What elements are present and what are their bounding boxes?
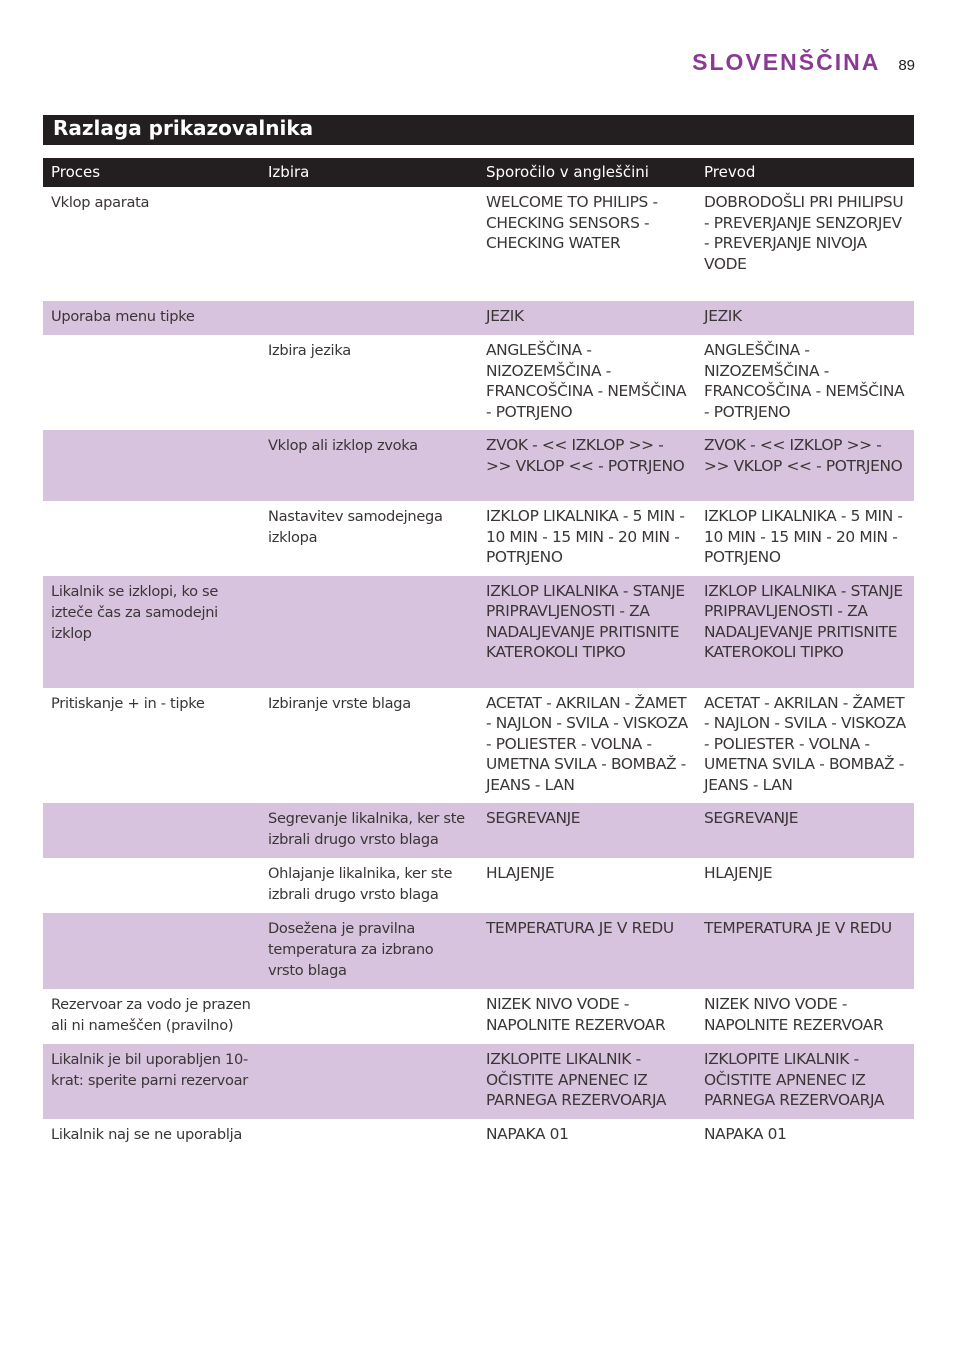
table-row bbox=[43, 913, 914, 989]
cell-sporocilo: JEZIK bbox=[478, 301, 696, 335]
cell-proces: Vklop aparata bbox=[51, 194, 150, 211]
cell-prevod: ACETAT - AKRILAN - ŽAMET - NAJLON - SVILA - VISKOZA - POLIESTER - VOLNA - UMETNA SVILA - BOMBAŽ - JEANS - LAN bbox=[704, 693, 906, 794]
cell-sporocilo: HLAJENJE bbox=[486, 864, 555, 882]
language-title: SLOVENŠČINA bbox=[692, 49, 881, 75]
cell-proces bbox=[43, 430, 260, 501]
cell-proces bbox=[43, 858, 260, 913]
page-number: 89 bbox=[898, 57, 915, 74]
cell-sporocilo: NAPAKA 01 bbox=[486, 1124, 569, 1143]
cell-prevod: IZKLOP LIKALNIKA - 5 MIN - 10 MIN - 15 MIN - 20 MIN - POTRJENO bbox=[704, 507, 903, 566]
cell-izbira bbox=[260, 1044, 478, 1119]
cell-sporocilo: IZKLOP LIKALNIKA - 5 MIN - 10 MIN - 15 MIN - 20 MIN - POTRJENO bbox=[486, 507, 685, 566]
cell-prevod: NIZEK NIVO VODE - NAPOLNITE REZERVOAR bbox=[704, 995, 884, 1034]
table-row bbox=[43, 187, 914, 301]
cell-izbira: Izbira jezika bbox=[268, 342, 351, 359]
column-header-prevod: Prevod bbox=[696, 158, 914, 187]
cell-proces: Likalnik naj se ne uporablja bbox=[51, 1125, 243, 1143]
cell-proces: Uporaba menu tipke bbox=[43, 301, 260, 335]
cell-prevod: ZVOK - << IZKLOP >> - >> VKLOP << - POTRJENO bbox=[696, 430, 914, 501]
cell-izbira: Segrevanje likalnika, ker ste izbrali drugo vrsto blaga bbox=[260, 803, 478, 858]
cell-izbira: Nastavitev samodejnega izklopa bbox=[268, 508, 443, 546]
page-header bbox=[640, 49, 915, 79]
cell-sporocilo: ZVOK - << IZKLOP >> - >> VKLOP << - POTRJENO bbox=[478, 430, 696, 501]
cell-proces bbox=[43, 803, 260, 858]
cell-prevod: SEGREVANJE bbox=[696, 803, 914, 858]
cell-sporocilo: ANGLEŠČINA - NIZOZEMŠČINA - FRANCOŠČINA - NEMŠČINA - POTRJENO bbox=[486, 341, 687, 421]
table-row bbox=[43, 858, 914, 913]
cell-proces: Pritiskanje + in - tipke bbox=[51, 694, 205, 712]
table-row bbox=[43, 301, 914, 335]
table-header-row bbox=[43, 158, 914, 187]
section-title: Razlaga prikazovalnika bbox=[43, 115, 914, 145]
table-row bbox=[43, 430, 914, 501]
cell-prevod: IZKLOP LIKALNIKA - STANJE PRIPRAVLJENOSTI - ZA NADALJEVANJE PRITISNITE KATEROKOLI TIPKO bbox=[696, 576, 914, 688]
cell-proces bbox=[43, 913, 260, 989]
cell-sporocilo: ACETAT - AKRILAN - ŽAMET - NAJLON - SVILA - VISKOZA - POLIESTER - VOLNA - UMETNA SVILA - BOMBAŽ - JEANS - LAN bbox=[486, 693, 688, 794]
cell-prevod: TEMPERATURA JE V REDU bbox=[696, 913, 914, 989]
cell-proces bbox=[43, 335, 260, 430]
table-row bbox=[43, 688, 914, 804]
cell-prevod: HLAJENJE bbox=[704, 864, 773, 882]
cell-prevod: DOBRODOŠLI PRI PHILIPSU - PREVERJANJE SENZORJEV - PREVERJANJE NIVOJA VODE bbox=[704, 193, 904, 273]
cell-proces bbox=[43, 501, 260, 576]
cell-proces: Likalnik je bil uporabljen 10-krat: sperite parni rezervoar bbox=[43, 1044, 260, 1119]
table-row bbox=[43, 803, 914, 858]
cell-izbira: Ohlajanje likalnika, ker ste izbrali drugo vrsto blaga bbox=[268, 865, 453, 903]
table-row bbox=[43, 1044, 914, 1119]
cell-izbira bbox=[260, 1119, 478, 1153]
table-row bbox=[43, 501, 914, 576]
table-row bbox=[43, 576, 914, 688]
table-row bbox=[43, 1119, 914, 1153]
cell-sporocilo: IZKLOP LIKALNIKA - STANJE PRIPRAVLJENOSTI - ZA NADALJEVANJE PRITISNITE KATEROKOLI TIPKO bbox=[478, 576, 696, 688]
column-header-sporocilo: Sporočilo v angleščini bbox=[478, 158, 696, 187]
cell-prevod: IZKLOPITE LIKALNIK - OČISTITE APNENEC IZ PARNEGA REZERVOARJA bbox=[696, 1044, 914, 1119]
cell-sporocilo: WELCOME TO PHILIPS - CHECKING SENSORS - CHECKING WATER bbox=[486, 193, 658, 252]
cell-sporocilo: TEMPERATURA JE V REDU bbox=[478, 913, 696, 989]
table-row bbox=[43, 989, 914, 1044]
cell-prevod: ANGLEŠČINA - NIZOZEMŠČINA - FRANCOŠČINA - NEMŠČINA - POTRJENO bbox=[704, 341, 905, 421]
cell-sporocilo: NIZEK NIVO VODE - NAPOLNITE REZERVOAR bbox=[486, 995, 666, 1034]
cell-izbira bbox=[260, 989, 478, 1044]
cell-izbira: Dosežena je pravilna temperatura za izbrano vrsto blaga bbox=[260, 913, 478, 989]
cell-izbira bbox=[260, 576, 478, 688]
cell-izbira bbox=[260, 187, 478, 301]
cell-izbira: Izbiranje vrste blaga bbox=[268, 694, 411, 712]
cell-proces: Rezervoar za vodo je prazen ali ni nameščen (pravilno) bbox=[51, 996, 251, 1034]
cell-sporocilo: SEGREVANJE bbox=[478, 803, 696, 858]
column-header-izbira: Izbira bbox=[260, 158, 478, 187]
cell-izbira bbox=[260, 301, 478, 335]
column-header-proces: Proces bbox=[43, 158, 260, 187]
cell-sporocilo: IZKLOPITE LIKALNIK - OČISTITE APNENEC IZ PARNEGA REZERVOARJA bbox=[478, 1044, 696, 1119]
cell-proces: Likalnik se izklopi, ko se izteče čas za samodejni izklop bbox=[43, 576, 260, 688]
cell-prevod: NAPAKA 01 bbox=[704, 1124, 787, 1143]
cell-prevod: JEZIK bbox=[696, 301, 914, 335]
table-body bbox=[43, 187, 914, 1153]
cell-izbira: Vklop ali izklop zvoka bbox=[260, 430, 478, 501]
table-row bbox=[43, 335, 914, 430]
display-messages-table bbox=[43, 158, 914, 1153]
